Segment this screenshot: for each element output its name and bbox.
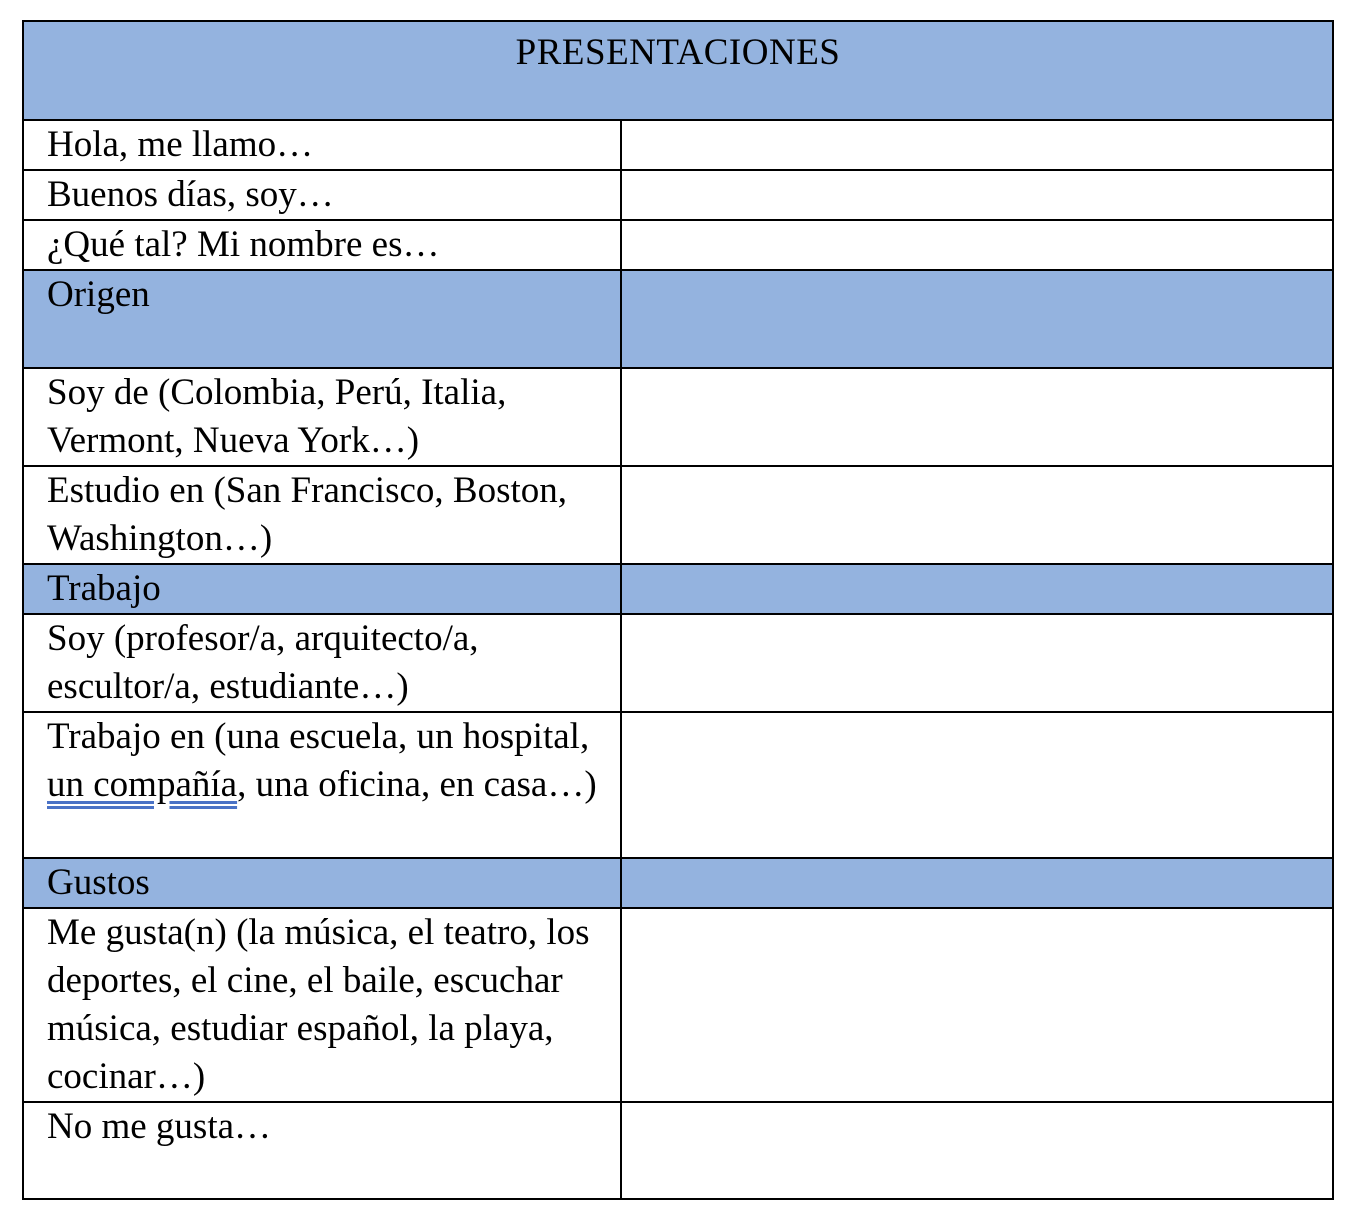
section-heading: Origen: [23, 270, 621, 368]
phrase-text: , una oficina, en casa…): [237, 764, 597, 805]
phrase-cell: Me gusta(n) (la música, el teatro, los deportes, el cine, el baile, escuchar música, estudiar español, la playa, cocinar…): [23, 908, 621, 1102]
table-row: [23, 908, 1333, 1102]
answer-cell[interactable]: [621, 712, 1333, 858]
phrase-cell: No me gusta…: [23, 1102, 621, 1199]
section-row-likes: [23, 858, 1333, 908]
answer-cell[interactable]: [621, 368, 1333, 466]
answer-cell[interactable]: [621, 170, 1333, 220]
answer-cell[interactable]: [621, 120, 1333, 170]
phrase-cell: Estudio en (San Francisco, Boston, Washington…): [23, 466, 621, 564]
table-row: [23, 1102, 1333, 1199]
table-row: [23, 220, 1333, 270]
phrase-cell: [23, 712, 621, 858]
answer-cell[interactable]: [621, 1102, 1333, 1199]
table-title: PRESENTACIONES: [23, 21, 1333, 120]
section-heading-blank: [621, 564, 1333, 614]
phrase-cell: Soy (profesor/a, arquitecto/a, escultor/a, estudiante…): [23, 614, 621, 712]
answer-cell[interactable]: [621, 908, 1333, 1102]
grammar-flagged-text[interactable]: un compañía: [47, 764, 238, 805]
answer-cell[interactable]: [621, 466, 1333, 564]
answer-cell[interactable]: [621, 614, 1333, 712]
title-row: [23, 21, 1333, 120]
phrase-cell: ¿Qué tal? Mi nombre es…: [23, 220, 621, 270]
phrase-cell: Soy de (Colombia, Perú, Italia, Vermont, Nueva York…): [23, 368, 621, 466]
table-row: [23, 170, 1333, 220]
phrase-cell: Hola, me llamo…: [23, 120, 621, 170]
section-row-work: [23, 564, 1333, 614]
section-heading: Gustos: [23, 858, 621, 908]
phrase-cell: Buenos días, soy…: [23, 170, 621, 220]
table-row: [23, 466, 1333, 564]
section-heading-blank: [621, 858, 1333, 908]
section-heading-blank: [621, 270, 1333, 368]
phrase-text: Trabajo en (una escuela, un hospital,: [47, 716, 590, 757]
table-row: [23, 368, 1333, 466]
answer-cell[interactable]: [621, 220, 1333, 270]
presentaciones-table: [22, 20, 1334, 1200]
table-row: [23, 712, 1333, 858]
table-row: [23, 614, 1333, 712]
table-row: [23, 120, 1333, 170]
section-heading: Trabajo: [23, 564, 621, 614]
section-row-origin: [23, 270, 1333, 368]
